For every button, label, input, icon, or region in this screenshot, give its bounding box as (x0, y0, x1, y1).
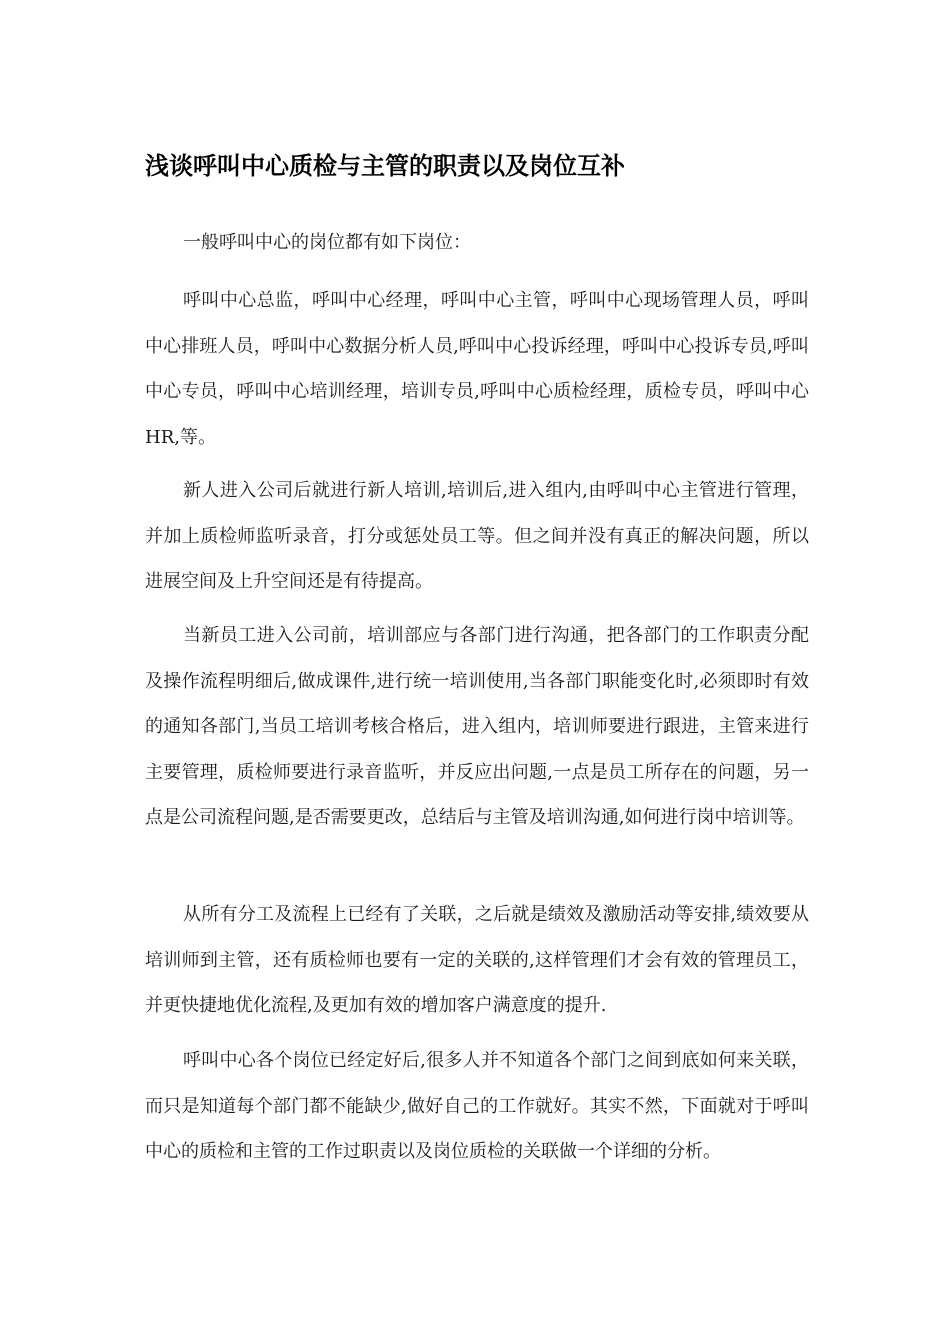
paragraph-positions-list: 呼叫中心总监，呼叫中心经理，呼叫中心主管，呼叫中心现场管理人员，呼叫中心排班人员，呼叫中心数据分析人员,呼叫中心投诉经理，呼叫中心投诉专员,呼叫中心专员，呼叫中心培训经理，培训专员,呼叫中心质检经理，质检专员，呼叫中心HR,等。 (145, 290, 809, 448)
paragraph-intro: 一般呼叫中心的岗位都有如下岗位： (183, 232, 471, 253)
paragraph-training-coordination: 当新员工进入公司前，培训部应与各部门进行沟通，把各部门的工作职责分配及操作流程明细后,做成课件,进行统一培训使用,当各部门职能变化时,必须即时有效的通知各部门,当员工培训考核合格后，进入组内，培训师要进行跟进，主管来进行主要管理，质检师要进行录音监听，并反应出问题,一点是员工所存在的问题，另一点是公司流程问题,是否需要更改，总结后与主管及培训沟通,如何进行岗中培训等。 (145, 625, 809, 828)
document-title: 浅谈呼叫中心质检与主管的职责以及岗位互补 (145, 152, 625, 180)
paragraph-performance-linkage: 从所有分工及流程上已经有了关联，之后就是绩效及激励活动等安排,绩效要从培训师到主管，还有质检师也要有一定的关联的,这样管理们才会有效的管理员工，并更快捷地优化流程,及更加有效的增加客户满意度的提升. (145, 904, 809, 1016)
paragraph-new-hire-process: 新人进入公司后就进行新人培训,培训后,进入组内,由呼叫中心主管进行管理，并加上质检师监听录音，打分或惩处员工等。但之间并没有真正的解决问题，所以进展空间及上升空间还是有待提高。 (145, 480, 809, 592)
paragraph-analysis-intro: 呼叫中心各个岗位已经定好后,很多人并不知道各个部门之间到底如何来关联，而只是知道每个部门都不能缺少,做好自己的工作就好。其实不然，下面就对于呼叫中心的质检和主管的工作过职责以及岗位质检的关联做一个详细的分析。 (145, 1050, 809, 1162)
